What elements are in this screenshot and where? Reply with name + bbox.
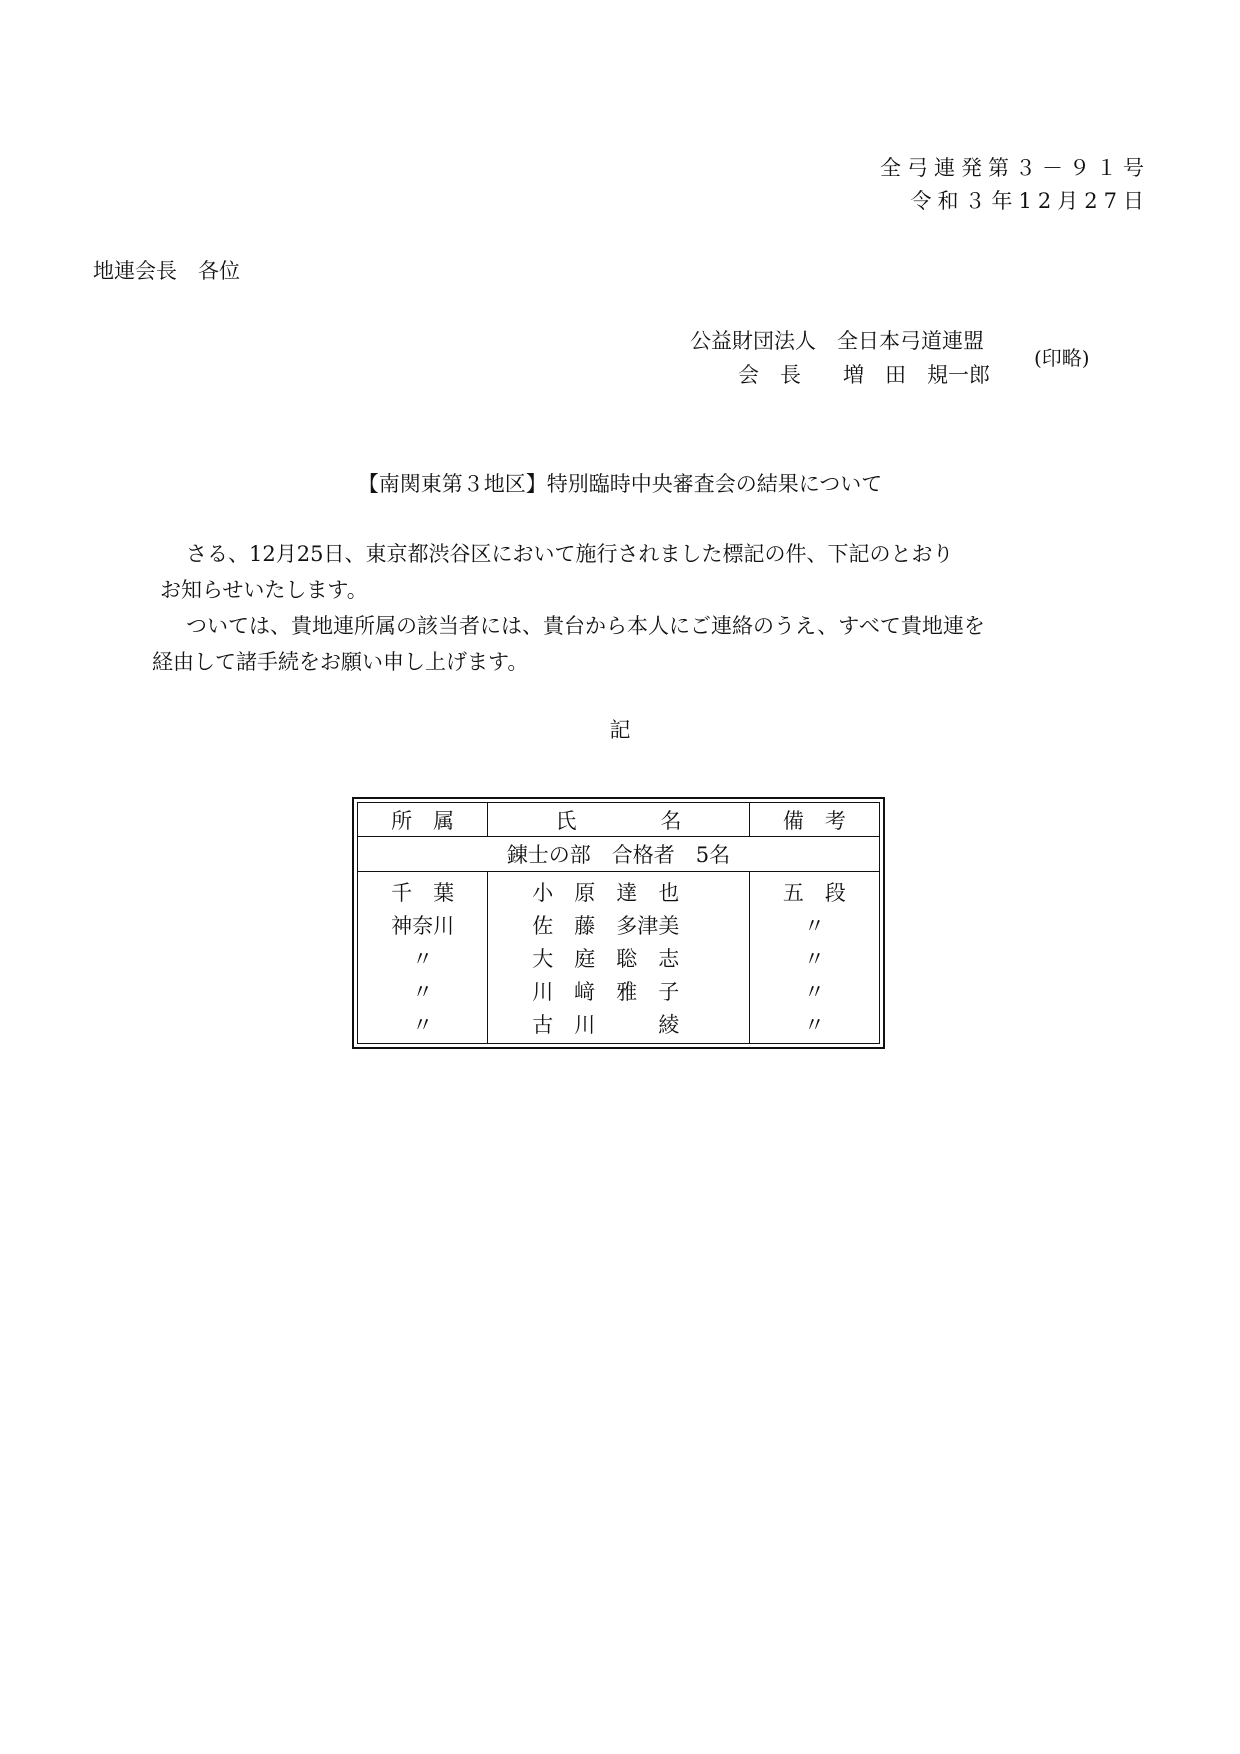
addressee: 地連会長 各位	[93, 259, 240, 283]
seal-omitted-note: (印略)	[1034, 346, 1090, 370]
result-table	[352, 797, 885, 1049]
table-row	[358, 908, 880, 941]
body-paragraph-2-line-1: ついては、貴地連所属の該当者には、貴台から本人にご連絡のうえ、すべて貴地連を	[186, 614, 985, 638]
cell-remarks: 〃	[749, 1007, 879, 1044]
cell-name: 大 庭 聡 志	[488, 941, 750, 974]
document-number: 全弓連発第３－９１号	[880, 156, 1150, 180]
cell-affiliation: 〃	[358, 941, 488, 974]
table-header-row	[358, 803, 880, 837]
ki-heading: 記	[609, 718, 631, 742]
sender-organization: 公益財団法人 全日本弓道連盟	[690, 329, 984, 353]
document-title: 【南関東第３地区】特別臨時中央審査会の結果について	[357, 472, 883, 496]
sender-president: 会 長 増 田 規一郎	[738, 363, 990, 387]
cell-name: 川 﨑 雅 子	[488, 974, 750, 1007]
cell-remarks: 〃	[749, 974, 879, 1007]
body-paragraph-1-line-1: さる、12月25日、東京都渋谷区において施行されました標記の件、下記のとおり	[186, 542, 954, 566]
header-name: 氏 名	[488, 803, 750, 837]
section-row	[358, 837, 880, 872]
cell-name: 古 川 綾	[488, 1007, 750, 1044]
body-paragraph-2-line-2: 経由して諸手続をお願い申し上げます。	[152, 650, 529, 674]
cell-remarks: 〃	[749, 908, 879, 941]
cell-remarks: 五 段	[749, 872, 879, 909]
header-affiliation: 所 属	[358, 803, 488, 837]
cell-affiliation: 〃	[358, 1007, 488, 1044]
table-row	[358, 872, 880, 909]
table-row	[358, 974, 880, 1007]
cell-name: 小 原 達 也	[488, 872, 750, 909]
cell-name: 佐 藤 多津美	[488, 908, 750, 941]
cell-affiliation: 千 葉	[358, 872, 488, 909]
cell-affiliation: 〃	[358, 974, 488, 1007]
body-paragraph-1-line-2: お知らせいたします。	[160, 578, 368, 602]
document-date: 令和３年12月27日	[910, 189, 1150, 213]
cell-affiliation: 神奈川	[358, 908, 488, 941]
section-label: 錬士の部 合格者 5名	[358, 837, 880, 872]
header-remarks: 備 考	[749, 803, 879, 837]
cell-remarks: 〃	[749, 941, 879, 974]
table-row	[358, 941, 880, 974]
table-row	[358, 1007, 880, 1044]
